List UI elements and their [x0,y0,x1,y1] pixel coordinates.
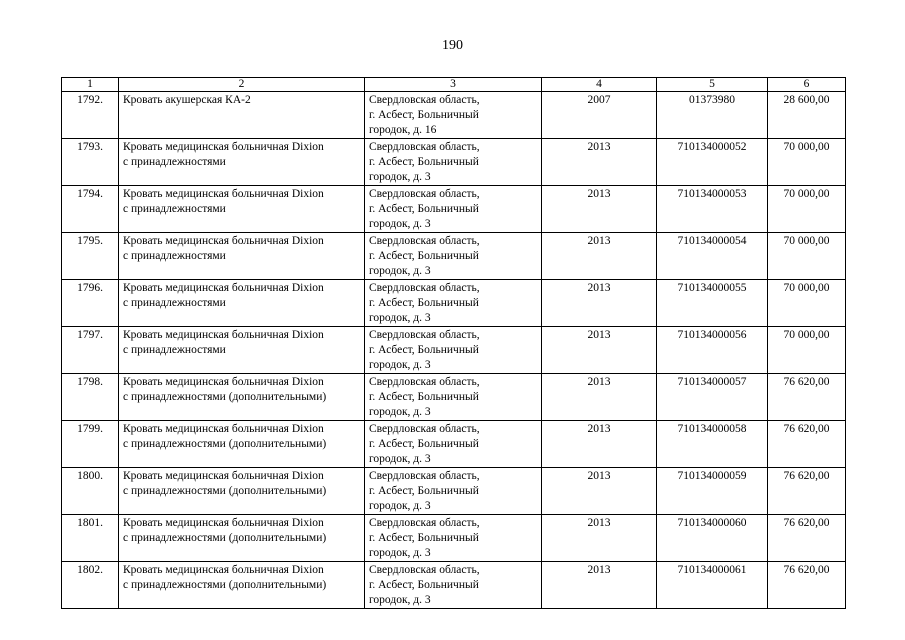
address-cell-line: Свердловская область, [369,376,480,388]
inventory-number-cell: 710134000052 [657,139,768,186]
item-name-cell-line: Кровать медицинская больничная Dixion [123,564,324,576]
row-number-cell: 1799. [62,421,119,468]
page-number: 190 [442,38,463,53]
address-cell [365,515,542,562]
column-header: 2 [119,78,365,92]
item-name-cell [119,186,365,233]
inventory-number-cell: 710134000059 [657,468,768,515]
table-body [62,92,846,609]
item-name-cell [119,233,365,280]
item-name-cell-line: Кровать акушерская КА-2 [123,94,251,106]
address-cell-line: городок, д. 3 [369,500,431,512]
cost-cell: 70 000,00 [768,327,846,374]
cost-cell: 70 000,00 [768,280,846,327]
column-header: 5 [657,78,768,92]
item-name-cell [119,515,365,562]
year-cell: 2013 [542,139,657,186]
item-name-cell-line: с принадлежностями (дополнительными) [123,532,327,544]
address-cell [365,92,542,139]
address-cell-line: городок, д. 16 [369,124,437,136]
item-name-cell [119,562,365,609]
address-cell-line: г. Асбест, Больничный [369,391,479,403]
item-name-cell-line: Кровать медицинская больничная Dixion [123,470,324,482]
address-cell [365,562,542,609]
row-number-cell: 1801. [62,515,119,562]
table-row [62,327,846,374]
item-name-cell-line: Кровать медицинская больничная Dixion [123,423,324,435]
address-cell-line: Свердловская область, [369,235,480,247]
item-name-cell [119,374,365,421]
cost-cell: 28 600,00 [768,92,846,139]
address-cell-line: г. Асбест, Больничный [369,250,479,262]
inventory-number-cell: 710134000058 [657,421,768,468]
address-cell [365,468,542,515]
cost-cell: 70 000,00 [768,186,846,233]
table-row [62,92,846,139]
address-cell-line: Свердловская область, [369,141,480,153]
row-number-cell: 1794. [62,186,119,233]
address-cell-line: г. Асбест, Больничный [369,485,479,497]
address-cell [365,421,542,468]
item-name-cell-line: с принадлежностями [123,250,226,262]
item-name-cell [119,280,365,327]
address-cell-line: городок, д. 3 [369,312,431,324]
column-header: 3 [365,78,542,92]
table-row [62,186,846,233]
row-number-cell: 1798. [62,374,119,421]
address-cell-line: городок, д. 3 [369,265,431,277]
row-number-cell: 1795. [62,233,119,280]
inventory-number-cell: 01373980 [657,92,768,139]
address-cell-line: г. Асбест, Больничный [369,109,479,121]
year-cell: 2013 [542,186,657,233]
item-name-cell-line: с принадлежностями (дополнительными) [123,391,327,403]
address-cell [365,280,542,327]
cost-cell: 76 620,00 [768,562,846,609]
table-row [62,280,846,327]
year-cell: 2013 [542,374,657,421]
address-cell [365,374,542,421]
table-header-row [62,78,846,92]
column-header: 4 [542,78,657,92]
inventory-number-cell: 710134000060 [657,515,768,562]
year-cell: 2013 [542,280,657,327]
item-name-cell-line: с принадлежностями [123,156,226,168]
row-number-cell: 1802. [62,562,119,609]
inventory-number-cell: 710134000057 [657,374,768,421]
year-cell: 2013 [542,515,657,562]
item-name-cell-line: с принадлежностями (дополнительными) [123,579,327,591]
inventory-number-cell: 710134000053 [657,186,768,233]
address-cell-line: Свердловская область, [369,517,480,529]
address-cell-line: г. Асбест, Больничный [369,579,479,591]
item-name-cell-line: с принадлежностями [123,297,226,309]
item-name-cell-line: Кровать медицинская больничная Dixion [123,235,324,247]
address-cell-line: г. Асбест, Больничный [369,438,479,450]
address-cell-line: Свердловская область, [369,94,480,106]
inventory-number-cell: 710134000061 [657,562,768,609]
address-cell-line: г. Асбест, Больничный [369,532,479,544]
item-name-cell [119,468,365,515]
address-cell-line: Свердловская область, [369,564,480,576]
address-cell [365,233,542,280]
row-number-cell: 1792. [62,92,119,139]
inventory-number-cell: 710134000055 [657,280,768,327]
row-number-cell: 1796. [62,280,119,327]
address-cell-line: городок, д. 3 [369,453,431,465]
item-name-cell-line: Кровать медицинская больничная Dixion [123,188,324,200]
address-cell-line: г. Асбест, Больничный [369,156,479,168]
table-row [62,515,846,562]
table-row [62,233,846,280]
cost-cell: 70 000,00 [768,139,846,186]
row-number-cell: 1797. [62,327,119,374]
year-cell: 2013 [542,327,657,374]
address-cell-line: городок, д. 3 [369,171,431,183]
address-cell [365,327,542,374]
item-name-cell-line: Кровать медицинская больничная Dixion [123,329,324,341]
address-cell-line: г. Асбест, Больничный [369,297,479,309]
year-cell: 2013 [542,468,657,515]
year-cell: 2013 [542,562,657,609]
cost-cell: 70 000,00 [768,233,846,280]
address-cell-line: городок, д. 3 [369,218,431,230]
address-cell-line: Свердловская область, [369,423,480,435]
address-cell [365,139,542,186]
address-cell-line: г. Асбест, Больничный [369,203,479,215]
address-cell-line: городок, д. 3 [369,406,431,418]
year-cell: 2013 [542,233,657,280]
table-row [62,421,846,468]
property-table [61,77,846,609]
item-name-cell-line: Кровать медицинская больничная Dixion [123,282,324,294]
address-cell-line: Свердловская область, [369,188,480,200]
table-row [62,562,846,609]
item-name-cell-line: Кровать медицинская больничная Dixion [123,141,324,153]
address-cell-line: городок, д. 3 [369,359,431,371]
address-cell-line: городок, д. 3 [369,594,431,606]
table-row [62,139,846,186]
cost-cell: 76 620,00 [768,515,846,562]
item-name-cell [119,421,365,468]
row-number-cell: 1793. [62,139,119,186]
year-cell: 2007 [542,92,657,139]
column-header: 1 [62,78,119,92]
address-cell-line: Свердловская область, [369,470,480,482]
cost-cell: 76 620,00 [768,421,846,468]
cost-cell: 76 620,00 [768,374,846,421]
item-name-cell [119,92,365,139]
inventory-number-cell: 710134000054 [657,233,768,280]
address-cell-line: г. Асбест, Больничный [369,344,479,356]
inventory-number-cell: 710134000056 [657,327,768,374]
table-row [62,468,846,515]
item-name-cell-line: Кровать медицинская больничная Dixion [123,517,324,529]
item-name-cell-line: с принадлежностями [123,203,226,215]
year-cell: 2013 [542,421,657,468]
item-name-cell-line: Кровать медицинская больничная Dixion [123,376,324,388]
cost-cell: 76 620,00 [768,468,846,515]
item-name-cell-line: с принадлежностями [123,344,226,356]
item-name-cell-line: с принадлежностями (дополнительными) [123,485,327,497]
table-row [62,374,846,421]
item-name-cell [119,139,365,186]
item-name-cell-line: с принадлежностями (дополнительными) [123,438,327,450]
address-cell-line: городок, д. 3 [369,547,431,559]
column-header: 6 [768,78,846,92]
address-cell-line: Свердловская область, [369,329,480,341]
address-cell-line: Свердловская область, [369,282,480,294]
address-cell [365,186,542,233]
row-number-cell: 1800. [62,468,119,515]
item-name-cell [119,327,365,374]
